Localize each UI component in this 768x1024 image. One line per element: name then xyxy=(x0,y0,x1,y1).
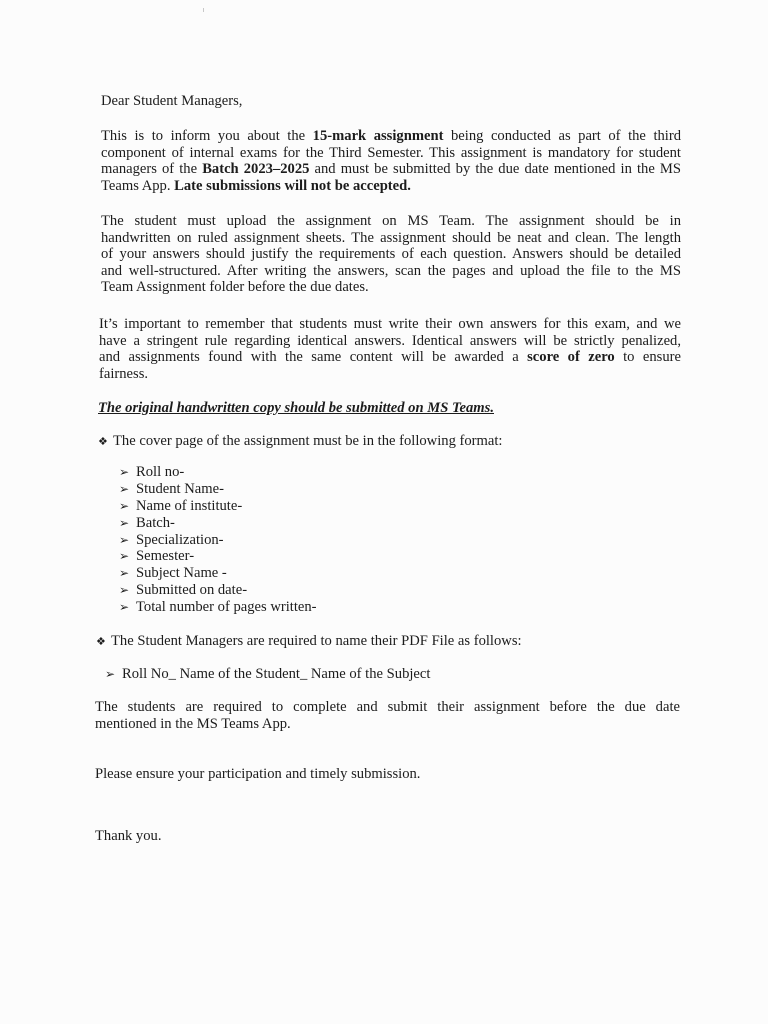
arrow-bullet-icon: ➢ xyxy=(119,465,130,479)
plagiarism-text: to ensure xyxy=(614,349,681,366)
field-label: Submitted on date- xyxy=(136,582,248,599)
intro-line-1 xyxy=(101,128,681,145)
plagiarism-text: and assignments found with the same content will be awarded a xyxy=(99,349,528,366)
intro-text: managers of the xyxy=(101,161,203,178)
arrow-bullet-icon: ➢ xyxy=(119,498,130,513)
intro-text: Teams App. xyxy=(101,177,175,194)
arrow-bullet-icon: ➢ xyxy=(119,532,130,547)
field-label: Student Name- xyxy=(136,480,224,497)
pdf-format-text: Roll No_ Name of the Student_ Name of the Subject xyxy=(122,666,431,682)
plagiarism-line xyxy=(99,349,681,366)
submission-notice: The original handwritten copy should be submitted on MS Teams. xyxy=(98,400,494,416)
pdf-naming-instruction: The Student Managers are required to name their PDF File as follows: xyxy=(111,633,522,649)
batch-years: Batch 2023–2025 xyxy=(202,161,310,178)
pdf-naming-bullet xyxy=(96,633,656,651)
participation-note: Please ensure your participation and timely submission. xyxy=(95,766,421,782)
upload-line: The student must upload the assignment on MS Team. The assignment should be in xyxy=(101,213,681,229)
cover-page-bullet xyxy=(98,433,658,451)
field-label: Batch- xyxy=(136,514,175,531)
deadline-line: The students are required to complete and submit their assignment before the due date xyxy=(95,699,680,715)
list-item xyxy=(119,582,519,599)
list-item xyxy=(119,565,519,582)
cover-page-instruction: The cover page of the assignment must be in the following format: xyxy=(113,433,503,449)
intro-line-3 xyxy=(101,161,681,178)
field-label: Name of institute- xyxy=(136,497,243,514)
field-label: Total number of pages written- xyxy=(136,599,317,616)
intro-line-4 xyxy=(101,178,681,195)
intro-text: This is to inform you about the xyxy=(101,128,313,144)
salutation: Dear Student Managers, xyxy=(101,93,243,109)
intro-text: being conducted as part of the third xyxy=(443,128,682,144)
arrow-bullet-icon: ➢ xyxy=(119,515,130,530)
list-item xyxy=(119,464,519,481)
late-submission-warning: Late submissions will not be accepted. xyxy=(174,177,411,194)
list-item xyxy=(119,498,519,515)
list-item xyxy=(119,548,519,565)
arrow-bullet-icon: ➢ xyxy=(119,549,130,564)
intro-line-2: component of internal exams for the Third Semester. This assignment is mandatory for student xyxy=(101,144,681,161)
list-item xyxy=(119,515,519,532)
diamond-bullet-icon: ❖ xyxy=(98,436,108,448)
upload-instructions-paragraph xyxy=(101,213,681,296)
field-label: Subject Name - xyxy=(136,565,227,582)
plagiarism-line: fairness. xyxy=(99,365,149,382)
intro-text: and must be submitted by the due date mentioned in the MS xyxy=(309,161,681,178)
cover-page-fields xyxy=(119,464,519,616)
arrow-bullet-icon: ➢ xyxy=(105,667,116,681)
deadline-paragraph xyxy=(95,699,680,732)
diamond-bullet-icon: ❖ xyxy=(96,636,106,648)
scan-artifact xyxy=(203,8,204,12)
list-item xyxy=(119,599,519,616)
list-item xyxy=(119,481,519,498)
arrow-bullet-icon: ➢ xyxy=(119,583,130,598)
field-label: Specialization- xyxy=(136,531,224,548)
upload-line: Team Assignment folder before the due dates. xyxy=(101,279,369,296)
arrow-bullet-icon: ➢ xyxy=(119,566,130,581)
plagiarism-line: It’s important to remember that students must write their own answers for this exam, and we xyxy=(99,316,681,332)
closing-line: Thank you. xyxy=(95,828,162,844)
arrow-bullet-icon: ➢ xyxy=(119,600,130,615)
pdf-name-format xyxy=(105,666,605,683)
assignment-marks: 15-mark assignment xyxy=(312,128,444,144)
list-item xyxy=(119,532,519,549)
field-label: Semester- xyxy=(136,548,195,565)
deadline-line: mentioned in the MS Teams App. xyxy=(95,715,291,732)
plagiarism-line: have a stringent rule regarding identical answers. Identical answers will be strictly penalized, xyxy=(99,332,681,349)
score-of-zero: score of zero xyxy=(527,349,615,366)
upload-line: of your answers should justify the requirements of each question. Answers should be detailed xyxy=(101,246,681,263)
upload-line: and well-structured. After writing the answers, scan the pages and upload the file to the MS xyxy=(101,262,681,279)
upload-line: handwritten on ruled assignment sheets. The assignment should be neat and clean. The length xyxy=(101,229,681,246)
arrow-bullet-icon: ➢ xyxy=(119,481,130,496)
field-label: Roll no- xyxy=(136,464,185,480)
intro-paragraph xyxy=(101,128,681,194)
plagiarism-paragraph xyxy=(99,316,681,382)
